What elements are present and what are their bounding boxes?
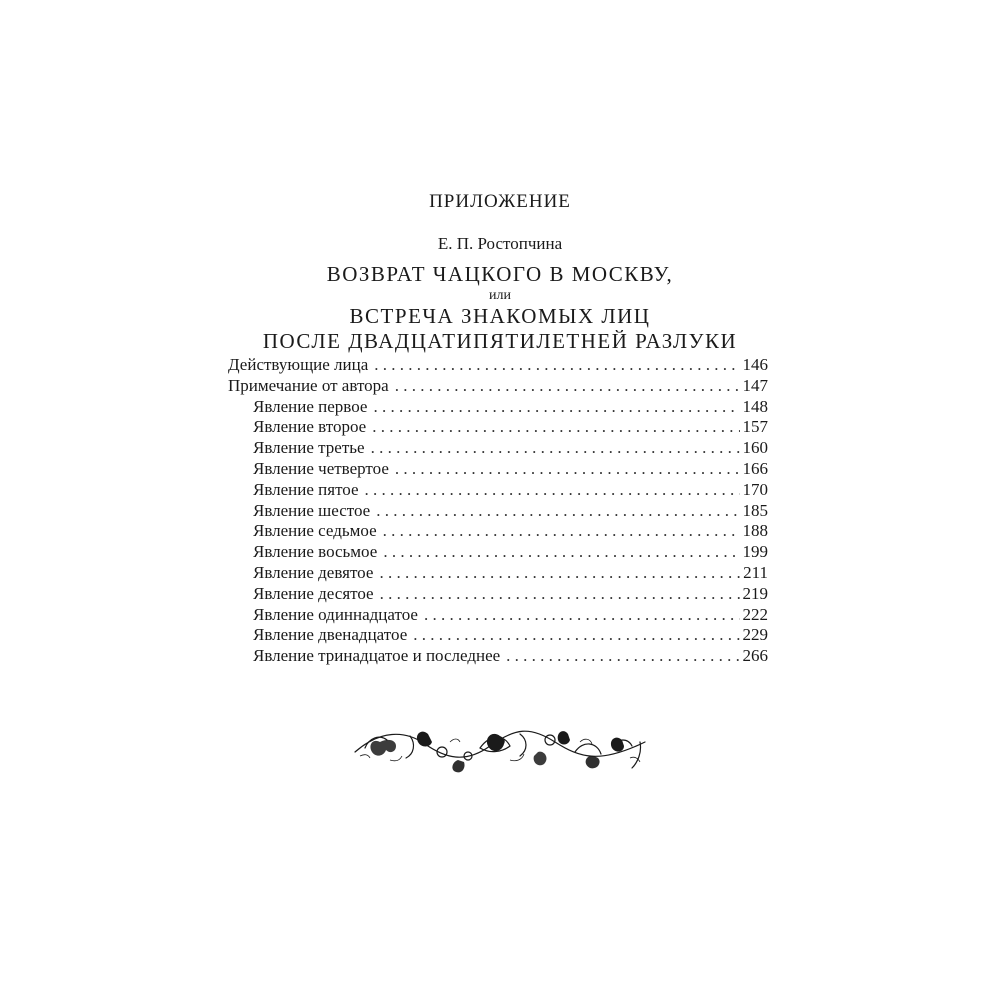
toc-entry-page: 222: [742, 604, 768, 624]
toc-leader-dots: [376, 501, 739, 522]
toc-entry: [228, 376, 768, 397]
toc-entry-page: 229: [742, 625, 768, 645]
toc-leader-dots: [424, 605, 740, 626]
toc-leader-dots: [372, 417, 739, 438]
toc-entry: [228, 417, 768, 438]
toc-entry: [228, 521, 768, 542]
toc-entry-label: Явление тринадцатое и последнее: [253, 646, 501, 666]
toc-leader-dots: [383, 542, 739, 563]
toc-leader-dots: [383, 521, 740, 542]
toc-entry: [228, 355, 768, 376]
toc-leader-dots: [395, 376, 740, 397]
toc-entry-page: 266: [742, 646, 768, 666]
toc-entry-label: Явление девятое: [253, 562, 374, 582]
toc-entry-page: 185: [742, 500, 768, 520]
work-title-line3: ПОСЛЕ ДВАДЦАТИПЯТИЛЕТНЕЙ РАЗЛУКИ: [262, 329, 738, 353]
toc-entry-page: 219: [742, 583, 768, 603]
toc-entry: [228, 563, 768, 584]
toc-entry-page: 211: [743, 562, 768, 582]
toc-entry-page: 157: [742, 417, 768, 437]
toc-entry-page: 199: [742, 542, 768, 562]
toc-entry-label: Явление шестое: [253, 500, 371, 520]
toc-entry-page: 148: [742, 396, 768, 416]
toc-entry-page: 188: [742, 521, 768, 541]
vine-ornament-icon: [350, 712, 650, 776]
toc-entry: [228, 459, 768, 480]
toc-entry-label: Явление второе: [253, 417, 367, 437]
toc-entry-label: Явление одиннадцатое: [253, 604, 418, 624]
toc-entry-page: 170: [742, 479, 768, 499]
toc-entry-label: Явление двенадцатое: [253, 625, 408, 645]
toc-leader-dots: [365, 480, 740, 501]
toc-entry-label: Явление седьмое: [253, 521, 377, 541]
author-name: Е. П. Ростопчина: [437, 234, 563, 253]
work-title-line2: ВСТРЕЧА ЗНАКОМЫХ ЛИЦ: [349, 304, 651, 328]
toc-entry: [228, 501, 768, 522]
toc-leader-dots: [380, 584, 740, 605]
toc-entry-label: Действующие лица: [228, 355, 369, 374]
toc-entry-label: Явление десятое: [253, 583, 374, 603]
toc-entry-label: Явление четвертое: [253, 458, 389, 478]
table-of-contents: [228, 355, 768, 667]
toc-entry: [228, 480, 768, 501]
toc-entry-label: Явление первое: [253, 396, 368, 416]
toc-entry: [228, 438, 768, 459]
work-title-line1: ВОЗВРАТ ЧАЦКОГО В МОСКВУ,: [326, 262, 674, 286]
toc-entry: [228, 605, 768, 626]
toc-leader-dots: [371, 438, 740, 459]
toc-leader-dots: [379, 563, 740, 584]
work-title: [0, 262, 1000, 354]
toc-leader-dots: [374, 355, 739, 376]
toc-leader-dots: [373, 397, 739, 418]
toc-entry-page: 146: [742, 355, 768, 374]
toc-entry: [228, 542, 768, 563]
toc-entry-label: Примечание от автора: [228, 375, 389, 395]
section-title: ПРИЛОЖЕНИЕ: [429, 191, 571, 212]
toc-entry-page: 166: [742, 458, 768, 478]
toc-entry-page: 160: [742, 438, 768, 458]
toc-leader-dots: [395, 459, 740, 480]
toc-entry-label: Явление третье: [253, 438, 365, 458]
work-title-conjunction: или: [489, 288, 511, 303]
toc-entry-page: 147: [742, 375, 768, 395]
toc-entry: [228, 646, 768, 667]
toc-entry-label: Явление пятое: [253, 479, 359, 499]
toc-entry: [228, 625, 768, 646]
toc-entry: [228, 584, 768, 605]
toc-leader-dots: [413, 625, 739, 646]
toc-entry: [228, 397, 768, 418]
toc-leader-dots: [506, 646, 739, 667]
toc-entry-label: Явление восьмое: [253, 542, 378, 562]
